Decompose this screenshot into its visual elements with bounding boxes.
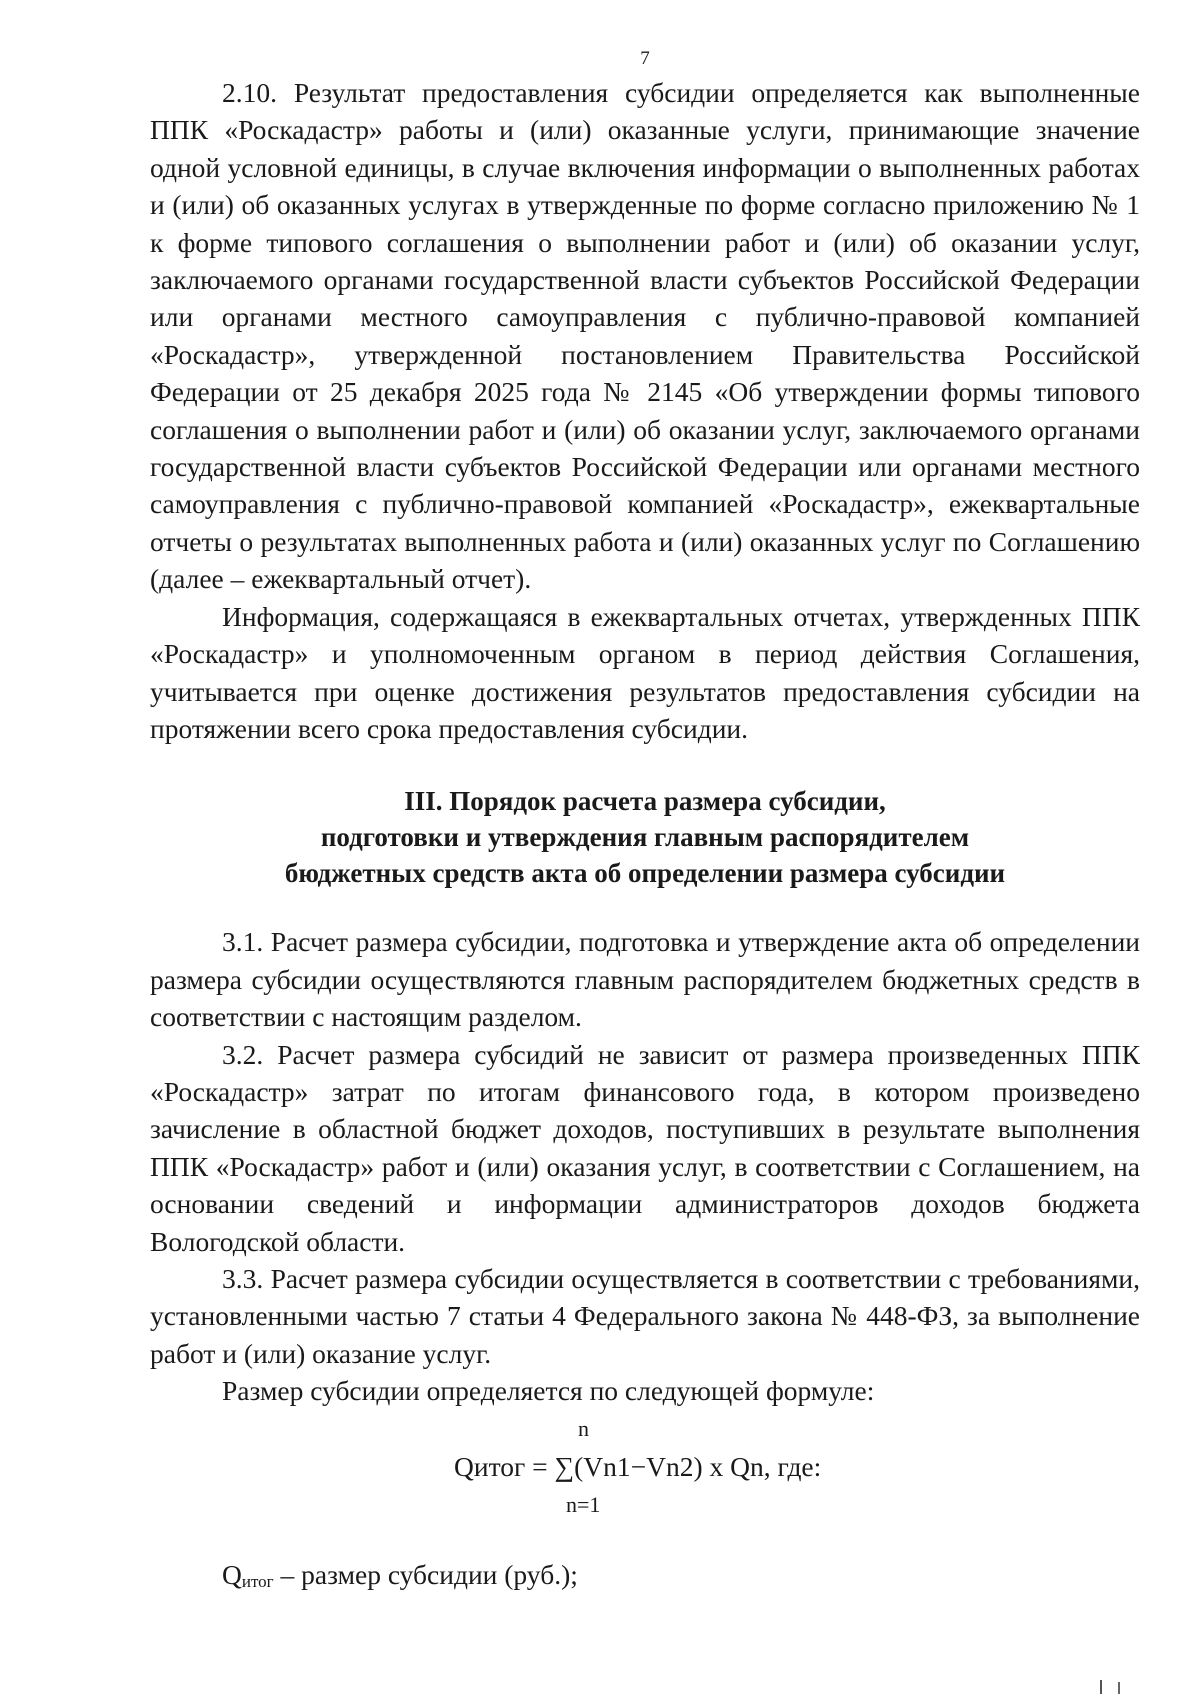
paragraph-2-10: 2.10. Результат предоставления субсидии определяется как выполненные ППК «Роскадастр» работы и (или) оказанные услуги, принимающие значение одной условной единицы, в случае включения информации о выполненных работах и (или) об оказанных услугах в утвержденные по форме согласно приложению № 1 к форме типового соглашения о выполнении работ и (или) об оказании услуг, заключаемого органами государственной власти субъектов Российской Федерации или органами местного самоуправления с публично-правовой компанией «Роскадастр», утвержденной постановлением Правительства Российской Федерации от 25 декабря 2025 года № 2145 «Об утверждении формы типового соглашения о выполнении работ и (или) об оказании услуг, заключаемого органами государственной власти субъектов Российской Федерации или органами местного самоуправления с публично-правовой компанией «Роскадастр», ежеквартальные отчеты о результатах выполненных работа и (или) оказанных услуг по Соглашению (далее – ежеквартальный отчет). xyxy=(150,77,1140,595)
definition-subscript: итог xyxy=(241,1571,274,1591)
section-heading xyxy=(150,783,1140,891)
definition-text: – размер субсидии (руб.); xyxy=(273,1558,578,1590)
section-heading-line1: III. Порядок расчета размера субсидии, xyxy=(404,786,886,817)
formula-upper-limit: n xyxy=(578,1415,589,1441)
definition-q-total xyxy=(150,1556,1140,1600)
paragraph-3-3: 3.3. Расчет размера субсидии осуществляется в соответствии с требованиями, установленными частью 7 статьи 4 Федерального закона № 448-ФЗ, за выполнение работ и (или) оказание услуг. xyxy=(150,1262,1140,1369)
scan-edge-mark xyxy=(1100,1680,1102,1694)
paragraph-3-2: 3.2. Расчет размера субсидий не зависит от размера произведенных ППК «Роскадастр» затрат по итогам финансового года, в котором произведено зачисление в областной бюджет доходов, поступивших в результате выполнения ППК «Роскадастр» работ и (или) оказания услуг, в соответствии с Соглашением, на основании сведений и информации администраторов доходов бюджета Вологодской области. xyxy=(150,1038,1140,1257)
formula-expression: Qитог = ∑(Vn1−Vn2) x Qn, где: xyxy=(454,1450,822,1482)
scan-edge-mark xyxy=(1118,1682,1120,1694)
subsidy-formula xyxy=(150,1416,1140,1534)
definition-symbol: Q xyxy=(222,1558,242,1590)
section-heading-line3: бюджетных средств акта об определении размера субсидии xyxy=(284,858,1006,889)
page-number: 7 xyxy=(640,48,650,69)
document-body xyxy=(150,74,1140,1600)
paragraph-3-1: 3.1. Расчет размера субсидии, подготовка и утверждение акта об определении размера субсидии осуществляются главным распорядителем бюджетных средств в соответствии с настоящим разделом. xyxy=(150,926,1140,1033)
paragraph-formula-intro: Размер субсидии определяется по следующей формуле: xyxy=(222,1375,875,1407)
paragraph-reports-info: Информация, содержащаяся в ежеквартальных отчетах, утвержденных ППК «Роскадастр» и уполномоченным органом в период действия Соглашения, учитывается при оценке достижения результатов предоставления субсидии на протяжении всего срока предоставления субсидии. xyxy=(150,600,1140,744)
section-heading-line2: подготовки и утверждения главным распорядителем xyxy=(320,822,970,853)
formula-lower-limit: n=1 xyxy=(566,1491,601,1517)
